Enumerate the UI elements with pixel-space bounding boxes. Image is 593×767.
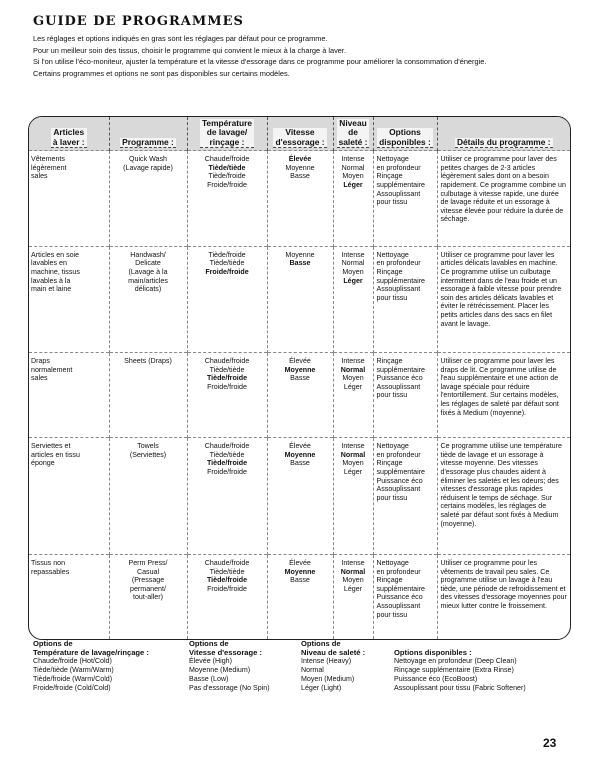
programme-value: tout-aller) (133, 593, 163, 602)
table-header-row (29, 117, 570, 151)
legend-item: Assouplissant pour tissu (Fabric Softener) (394, 683, 526, 692)
vitesse-value: Moyenne (284, 450, 316, 459)
niveau-value: Léger (343, 276, 363, 285)
vitesse-value: Basse (290, 374, 310, 383)
legend-heading: Température de lavage/rinçage : (33, 647, 149, 657)
niveau-value: Léger (343, 382, 363, 391)
options-value: supplémentaire (376, 181, 426, 189)
cell-temperature (187, 438, 267, 555)
header-label (51, 128, 87, 148)
options-value: Rinçage (376, 268, 403, 277)
header-text: Niveau (339, 118, 367, 128)
legend-item: Pas d'essorage (No Spin) (189, 683, 270, 692)
cell-programme (109, 151, 187, 247)
programme-value: Sheets (Draps) (124, 357, 172, 366)
articles-value: main et laine (31, 285, 72, 294)
niveau-value: Normal (341, 163, 365, 172)
cell-options (373, 246, 437, 352)
header-text: Détails du programme : (456, 136, 551, 147)
vitesse-value: Basse (290, 459, 310, 468)
vitesse-value: Basse (290, 576, 310, 585)
options-value: pour tissu (376, 293, 408, 302)
cell-temperature (187, 246, 267, 352)
legend-column (394, 640, 526, 692)
niveau-value: Intense (341, 558, 365, 567)
vitesse-value: Élevée (289, 558, 311, 567)
vitesse-value: Basse (290, 172, 310, 181)
legend-item: Moyenne (Medium) (189, 666, 251, 675)
articles-value: Draps (31, 357, 50, 366)
niveau-value: Moyen (342, 459, 364, 468)
options-value: Rinçage (376, 357, 403, 366)
header-text: Programme : (122, 136, 174, 147)
table-row (29, 554, 570, 639)
niveau-value: Intense (341, 442, 365, 451)
articles-value: Serviettes et (31, 442, 71, 451)
header-details (437, 117, 570, 151)
legend-item: Normal (301, 666, 324, 675)
header-text: de lavage/ (206, 127, 248, 138)
cell-niveau (333, 554, 373, 639)
header-text: disponibles : (379, 136, 431, 147)
cell-articles (29, 151, 109, 247)
cell-temperature (187, 151, 267, 247)
header-label (200, 119, 254, 148)
temperature-value: Tiède/froide (208, 250, 246, 259)
programme-value: main/articles (128, 276, 168, 285)
header-label (455, 138, 553, 148)
options-value: Assouplissant (376, 382, 421, 391)
niveau-value: Intense (341, 250, 365, 259)
temperature-value: Tiède/froide (206, 459, 248, 468)
options-value: supplémentaire (376, 276, 426, 285)
options-value: Rinçage (376, 576, 403, 585)
cell-articles (29, 246, 109, 352)
programme-value: Quick Wash (129, 155, 167, 164)
articles-value: lavables en (31, 259, 67, 268)
legend-item: Tiède/froide (Warm/Cold) (33, 674, 113, 683)
header-text: de (348, 127, 358, 138)
legend-item: Froide/froide (Cold/Cold) (33, 683, 111, 692)
temperature-value: Froide/froide (207, 382, 247, 391)
legend-heading: Options de (301, 639, 341, 648)
cell-details: Utiliser ce programme pour les vêtements de travail peu sales. Ce programme utilise un lavage à l'eau tiède, une période de refroidissement et des vitesses d'essorage moyennes pour mieux lutter contre le froissement. (437, 554, 570, 639)
programme-value: Towels (137, 442, 159, 451)
legend-item: Intense (Heavy) (301, 657, 352, 666)
articles-value: articles en tissu (31, 450, 80, 459)
articles-value: Articles en soie (31, 250, 80, 259)
programme-value: (Lavage à la (128, 268, 168, 277)
programme-value: Delicate (135, 259, 161, 268)
cell-articles (29, 353, 109, 438)
cell-programme (109, 246, 187, 352)
articles-value: sales (31, 172, 48, 181)
header-text: d'essorage : (275, 136, 325, 147)
niveau-value: Intense (341, 155, 365, 164)
vitesse-value: Moyenne (285, 250, 315, 259)
cell-articles (29, 438, 109, 555)
header-programme (109, 117, 187, 151)
cell-articles (29, 554, 109, 639)
articles-value: légèrement (31, 163, 67, 172)
niveau-value: Léger (343, 181, 363, 189)
articles-value: lavables à la (31, 276, 71, 285)
page-title: GUIDE DE PROGRAMMES (33, 14, 244, 29)
cell-details: Utiliser ce programme pour laver les draps de lit. Ce programme utilise de l'eau supplémentaire et une action de lavage spéciale pour réduire l'entortillement. Sur certains modèles, les réglages de saleté par défaut sont fixés à Medium (moyenne). (437, 353, 570, 438)
legend-item: Moyen (Medium) (301, 674, 355, 683)
niveau-value: Moyen (342, 268, 364, 277)
legend-item: Basse (Low) (189, 674, 229, 683)
cell-programme (109, 353, 187, 438)
articles-value: éponge (31, 459, 55, 468)
options-value: pour tissu (376, 198, 408, 207)
temperature-value: Tiède/tiède (209, 450, 245, 459)
cell-niveau (333, 151, 373, 247)
cell-details: Utiliser ce programme pour laver les articles délicats lavables en machine. Ce programme utilise un culbutage intermittent dans de l'eau froide et un essorage à faible vitesse pour prendre soin des articles délicats lavables et éviter le rétrécissement. Placer les petits articles dans des sacs en filet avant le lavage. (437, 246, 570, 352)
options-value: en profondeur (376, 259, 421, 268)
cell-vitesse (267, 438, 333, 555)
vitesse-value: Élevée (289, 357, 311, 366)
options-value: Rinçage (376, 459, 403, 468)
table-row (29, 246, 570, 352)
intro-line: Les réglages et options indiqués en gras sont les réglages par défaut pour ce programme. (33, 34, 328, 43)
temperature-value: Tiède/tiède (208, 163, 246, 172)
programme-value: (Serviettes) (129, 450, 167, 459)
programme-value: Handwash/ (130, 250, 166, 259)
programme-value: Casual (136, 567, 160, 576)
niveau-value: Moyen (342, 576, 364, 585)
header-text: Articles (53, 127, 85, 138)
legend-column (33, 640, 149, 692)
options-value: pour tissu (376, 391, 408, 400)
legend-heading: Niveau de saleté : (301, 647, 366, 657)
vitesse-value: Basse (289, 259, 311, 268)
articles-value: Tissus non (31, 558, 66, 567)
temperature-value: Tiède/tiède (209, 567, 245, 576)
header-temperature (187, 117, 267, 151)
temperature-value: Chaude/froide (204, 357, 250, 366)
cell-details: Ce programme utilise une température tiède de lavage et un essorage à vitesse moyenne. Des vitesses d'essorage plus chaudes aident à éliminer les saletés et les odeurs; des vitesses d'essorage plus rapides réduisent le temps de séchage. Sur certains modèles, les réglages de saleté par défaut sont fixés à Medium (moyenne). (437, 438, 570, 555)
vitesse-value: Élevée (288, 155, 312, 164)
vitesse-value: Moyenne (284, 567, 316, 576)
temperature-value: Froide/froide (207, 467, 247, 476)
articles-value: repassables (31, 567, 70, 576)
intro-text (33, 33, 573, 80)
legend-column (189, 640, 270, 692)
vitesse-value: Élevée (289, 442, 311, 451)
legend-heading: Options de (33, 639, 73, 648)
temperature-value: Froide/froide (207, 584, 247, 593)
niveau-value: Normal (340, 365, 366, 374)
options-value: en profondeur (376, 567, 421, 576)
cell-programme (109, 554, 187, 639)
header-vitesse (267, 117, 333, 151)
cell-options (373, 438, 437, 555)
options-value: pour tissu (376, 610, 408, 619)
cell-vitesse (267, 554, 333, 639)
articles-value: Vêtements (31, 155, 65, 164)
header-label (120, 138, 176, 148)
table-row (29, 353, 570, 438)
cell-vitesse (267, 246, 333, 352)
options-value: supplémentaire (376, 584, 426, 593)
header-text: Options (389, 127, 421, 138)
temperature-value: Tiède/froide (206, 576, 248, 585)
options-value: Nettoyage (376, 155, 409, 164)
legend-item: Élevée (High) (189, 657, 232, 666)
niveau-value: Moyen (342, 172, 364, 181)
table-row (29, 151, 570, 247)
cell-niveau (333, 246, 373, 352)
options-value: en profondeur (376, 450, 421, 459)
niveau-value: Normal (341, 259, 365, 268)
programme-value: (Lavage rapide) (123, 163, 173, 172)
legend-column (301, 640, 365, 692)
options-value: en profondeur (376, 163, 421, 172)
niveau-value: Normal (340, 450, 366, 459)
options-value: supplémentaire (376, 365, 426, 374)
legend-item: Puissance éco (EcoBoost) (394, 674, 478, 683)
temperature-value: Tiède/froide (208, 172, 246, 181)
table-row (29, 438, 570, 555)
temperature-value: Chaude/froide (204, 442, 250, 451)
options-value: Puissance éco (376, 476, 423, 485)
legend-heading: Options disponibles : (394, 647, 472, 657)
options-value: Rinçage (376, 172, 403, 181)
legend-item: Nettoyage en profondeur (Deep Clean) (394, 657, 517, 666)
niveau-value: Intense (341, 357, 365, 366)
vitesse-value: Moyenne (285, 163, 315, 172)
cell-vitesse (267, 353, 333, 438)
articles-value: sales (31, 374, 48, 383)
cell-temperature (187, 353, 267, 438)
temperature-value: Froide/froide (205, 268, 249, 277)
header-articles (29, 117, 109, 151)
header-text: Vitesse (285, 127, 315, 138)
cell-options (373, 554, 437, 639)
legend-item: Léger (Light) (301, 683, 342, 692)
cell-niveau (333, 353, 373, 438)
page-number: 23 (543, 736, 557, 750)
temperature-value: Tiède/tiède (209, 365, 245, 374)
header-label (337, 119, 370, 148)
cell-vitesse (267, 151, 333, 247)
intro-line: Si l'on utilise l'éco-moniteur, ajuster la température et la vitesse d'essorage dans ce programme pour améliorer la consommation d'énergie. (33, 57, 487, 67)
options-value: Assouplissant (376, 485, 421, 494)
cell-temperature (187, 554, 267, 639)
options-value: supplémentaire (376, 467, 426, 476)
programme-value: (Pressage (131, 576, 165, 585)
options-value: Nettoyage (376, 558, 409, 567)
temperature-value: Chaude/froide (204, 558, 250, 567)
options-value: Assouplissant (376, 285, 421, 294)
cell-niveau (333, 438, 373, 555)
temperature-value: Chaude/froide (204, 155, 250, 164)
articles-value: machine, tissus (31, 268, 80, 277)
niveau-value: Moyen (342, 374, 364, 383)
temperature-value: Tiède/froide (206, 374, 248, 383)
header-label (377, 128, 433, 148)
niveau-value: Léger (343, 584, 363, 593)
programme-value: Perm Press/ (128, 558, 168, 567)
intro-line: Certains programmes et options ne sont pas disponibles sur certains modèles. (33, 69, 290, 79)
niveau-value: Normal (340, 567, 366, 576)
options-value: Nettoyage (376, 442, 409, 451)
header-label (273, 128, 326, 148)
temperature-value: Tiède/tiède (209, 259, 245, 268)
vitesse-value: Moyenne (284, 365, 316, 374)
options-value: Assouplissant (376, 189, 421, 198)
options-value: Assouplissant (376, 601, 421, 610)
cell-options (373, 353, 437, 438)
legend-item: Chaude/froide (Hot/Cold) (33, 657, 112, 666)
options-value: pour tissu (376, 493, 408, 502)
header-options (373, 117, 437, 151)
cell-options (373, 151, 437, 247)
header-niveau (333, 117, 373, 151)
temperature-value: Froide/froide (207, 181, 247, 189)
articles-value: normalement (31, 365, 73, 374)
niveau-value: Léger (343, 467, 363, 476)
legend-item: Rinçage supplémentaire (Extra Rinse) (394, 666, 514, 675)
header-text: rinçage : (209, 136, 245, 147)
header-text: à laver : (52, 136, 85, 147)
intro-line: Pour un meilleur soin des tissus, choisir le programme qui convient le mieux à la charge à laver. (33, 45, 347, 55)
programme-value: permanent/ (130, 584, 166, 593)
cell-details: Utiliser ce programme pour laver des petites charges de 2-3 articles légèrement sales dont on a besoin rapidement. Ce programme combine un culbutage à vitesse rapide, une durée de lavage réduite et un essorage à vitesse élevée pour réduire la durée de séchage. (437, 151, 570, 247)
header-text: saleté : (338, 136, 368, 147)
options-value: Puissance éco (376, 593, 423, 602)
legend-item: Tiède/tiède (Warm/Warm) (33, 666, 114, 675)
program-guide-table (28, 116, 571, 640)
legend-heading: Options de (189, 639, 229, 648)
header-text: Température (201, 118, 253, 128)
legend-heading: Vitesse d'essorage : (189, 647, 263, 657)
options-value: Puissance éco (376, 374, 423, 383)
programme-value: délicats) (134, 285, 162, 294)
cell-programme (109, 438, 187, 555)
options-value: Nettoyage (376, 250, 409, 259)
